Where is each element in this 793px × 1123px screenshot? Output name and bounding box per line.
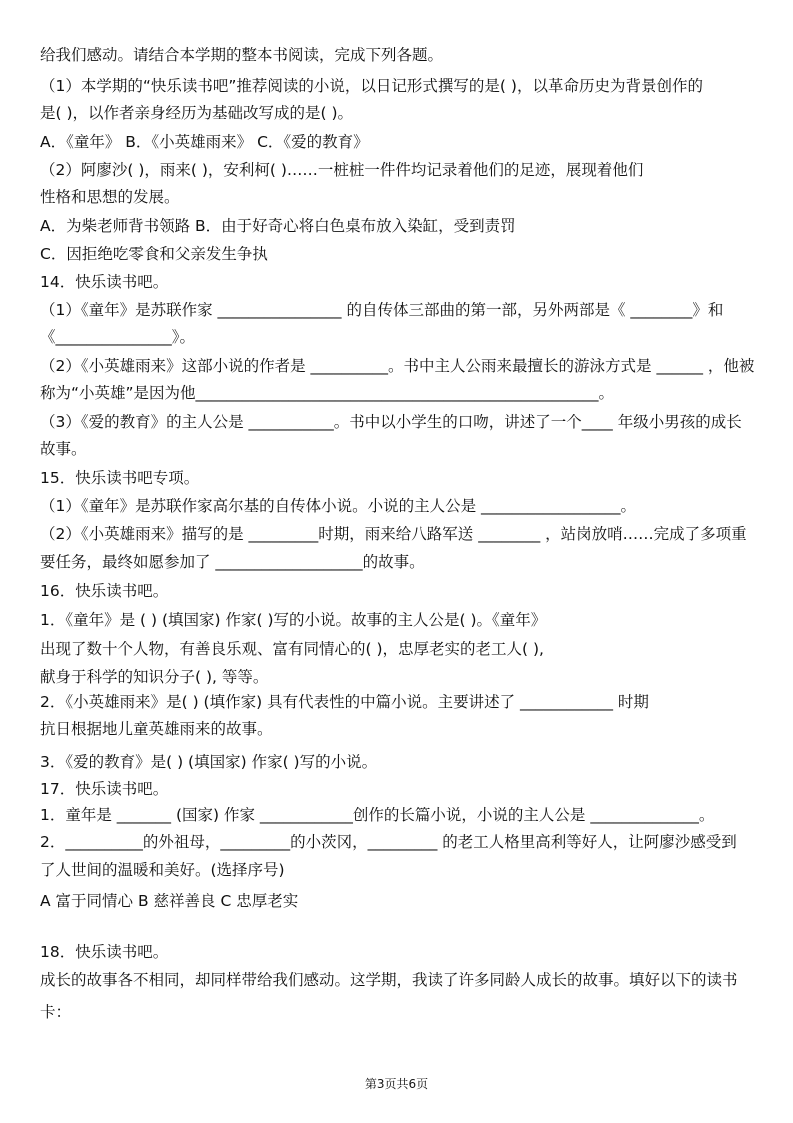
q14-2-line1: （2）《小英雄雨来》这部小说的作者是 __________。书中主人公雨来最擅长的游泳方式是 ______ ，他被: [40, 357, 755, 375]
q18-line1: 成长的故事各不相同，却同样带给我们感动。这学期，我读了许多同龄人成长的故事。填好以下的读书: [40, 971, 738, 989]
intro-line: 给我们感动。请结合本学期的整本书阅读，完成下列各题。: [40, 46, 444, 64]
q13-1-line2: 是( )，以作者亲身经历为基础改写成的是( )。: [40, 104, 354, 122]
q18-line2: 卡：: [40, 1003, 72, 1021]
q16-1-line3: 献身于科学的知识分子( ), 等等。: [40, 668, 269, 686]
q16-2-line1: 2．《小英雄雨来》是( ) (填作家) 具有代表性的中篇小说。主要讲述了 ____________ 时期: [40, 693, 649, 711]
q14-3-line2: 故事。: [40, 440, 87, 458]
q14-1-line1: （1）《童年》是苏联作家 ________________ 的自传体三部曲的第一部，另外两部是《 ________》和: [40, 301, 724, 319]
q15-2-line1: （2）《小英雄雨来》描写的是 _________时期，雨来给八路军送 ________ ，站岗放哨……完成了多项重: [40, 525, 747, 543]
q14-3-line1: （3）《爱的教育》的主人公是 ___________。书中以小学生的口吻，讲述了一个____ 年级小男孩的成长: [40, 413, 742, 431]
page-number: 第3页共6页: [364, 1077, 429, 1091]
q14-2-line2: 称为“小英雄”是因为他____________________________________________________。: [40, 384, 615, 402]
q17-title: 17．快乐读书吧。: [40, 780, 169, 798]
q18-title: 18．快乐读书吧。: [40, 943, 169, 961]
q17-1-line: 1．童年是 _______ (国家) 作家 ____________创作的长篇小说，小说的主人公是 ______________。: [40, 806, 715, 824]
q16-1-line2: 出现了数十个人物，有善良乐观、富有同情心的( )，忠厚老实的老工人( ),: [40, 640, 544, 658]
q14-1-line2: 《_______________》。: [40, 328, 196, 346]
q15-2-line2: 要任务，最终如愿参加了 ___________________的故事。: [40, 553, 425, 571]
q16-3-line: 3．《爱的教育》是( ) (填国家) 作家( )写的小说。: [40, 753, 378, 771]
q17-2-line2: 了人世间的温暖和美好。(选择序号): [40, 861, 285, 879]
q13-2-line2: 性格和思想的发展。: [40, 188, 180, 206]
q16-2-line2: 抗日根据地儿童英雄雨来的故事。: [40, 720, 273, 738]
q17-2-line1: 2．__________的外祖母，_________的小茨冈，_________ 的老工人格里高利等好人，让阿廖沙感受到: [40, 833, 737, 851]
q16-title: 16．快乐读书吧。: [40, 582, 169, 600]
q16-1-line1: 1．《童年》是 ( ) (填国家) 作家( )写的小说。故事的主人公是( )。《童年》: [40, 611, 547, 629]
q13-2-option-c: C．因拒绝吃零食和父亲发生争执: [40, 245, 268, 263]
q17-2-options: A 富于同情心 B 慈祥善良 C 忠厚老实: [40, 892, 299, 910]
q15-1-line: （1）《童年》是苏联作家高尔基的自传体小说。小说的主人公是 __________________。: [40, 497, 637, 515]
q15-title: 15．快乐读书吧专项。: [40, 469, 200, 487]
q13-1-options: A．《童年》 B．《小英雄雨来》 C．《爱的教育》: [40, 133, 369, 151]
q13-2-options-ab: A．为柴老师背书领路 B．由于好奇心将白色桌布放入染缸，受到责罚: [40, 217, 516, 235]
q14-title: 14．快乐读书吧。: [40, 273, 169, 291]
q13-2-line1: （2）阿廖沙( )，雨来( )，安利柯( )……一桩桩一件件均记录着他们的足迹，展现着他们: [40, 161, 644, 179]
q13-1-line1: （1）本学期的“快乐读书吧”推荐阅读的小说，以日记形式撰写的是( )，以革命历史为背景创作的: [40, 77, 703, 95]
